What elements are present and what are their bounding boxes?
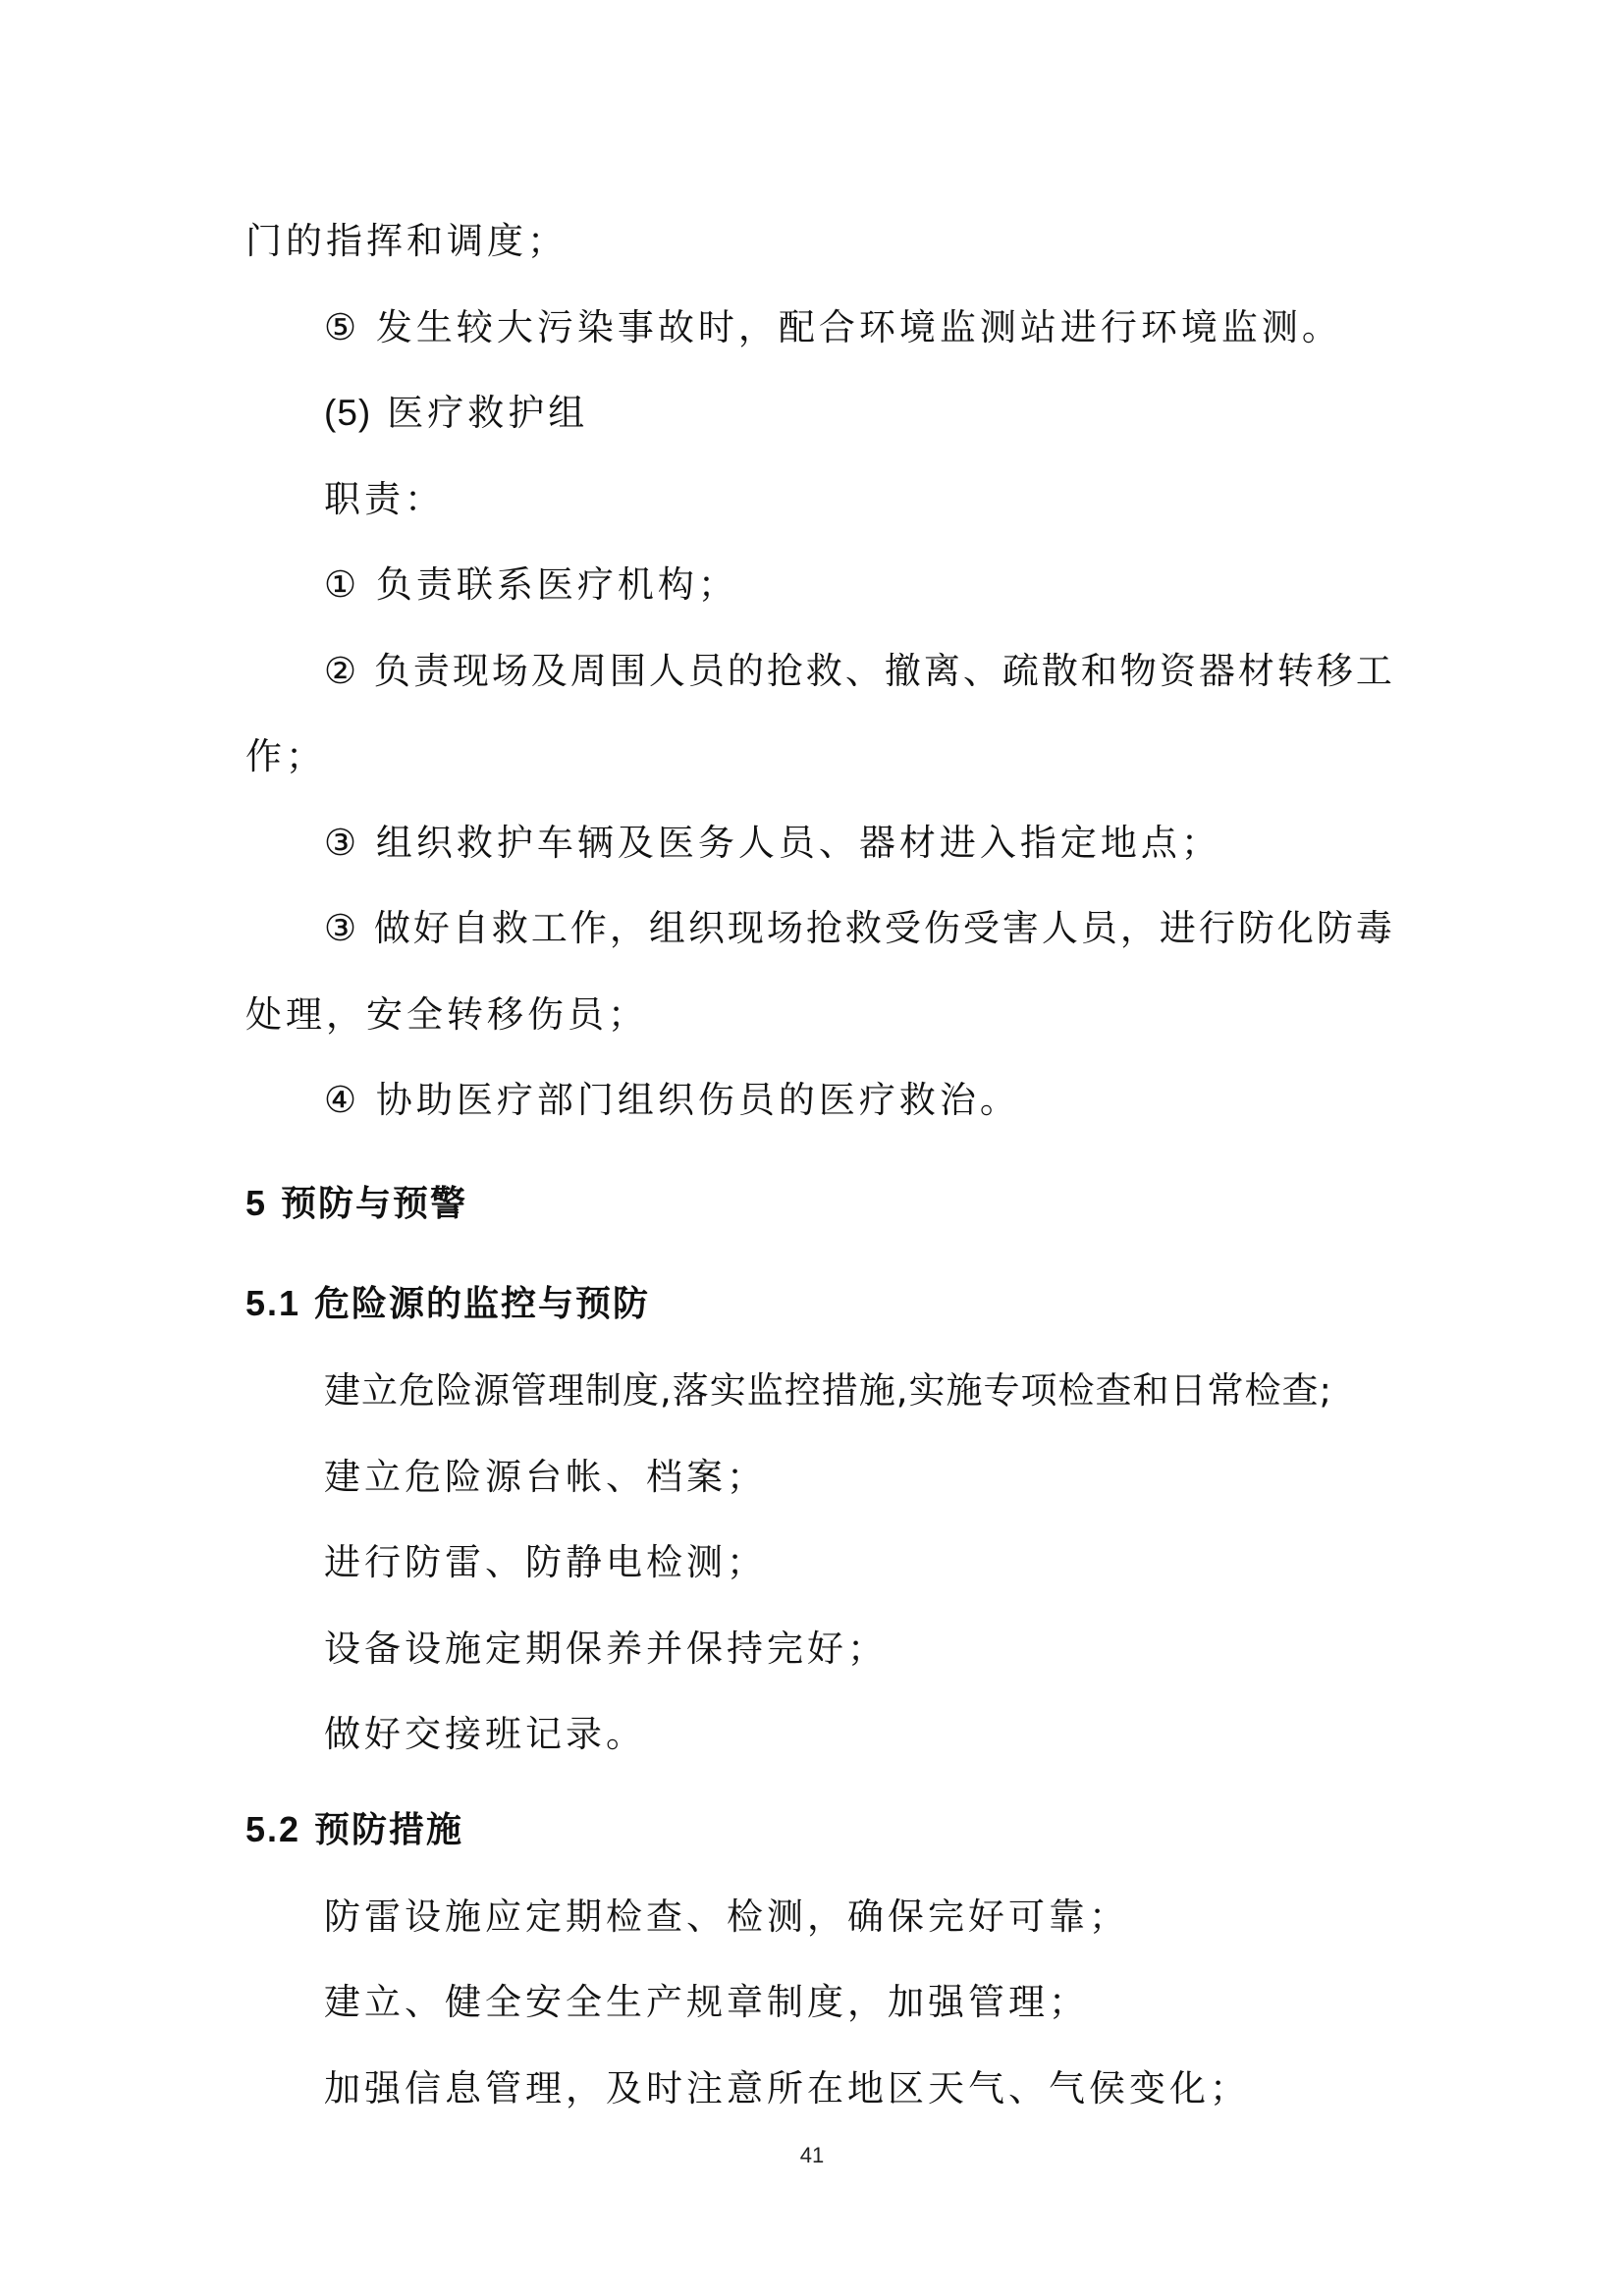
list-item: ③ 组织救护车辆及医务人员、器材进入指定地点；: [324, 822, 1221, 864]
list-item: 做好交接班记录。: [324, 1713, 646, 1755]
list-item: ④ 协助医疗部门组织伤员的医疗救治。: [324, 1079, 1020, 1121]
list-item: 建立危险源管理制度,落实监控措施,实施专项检查和日常检查;: [324, 1369, 1332, 1412]
subsection-title: [324, 390, 588, 437]
list-item: 加强信息管理，及时注意所在地区天气、气侯变化；: [324, 2067, 1250, 2109]
list-item: 进行防雷、防静电检测；: [324, 1541, 767, 1583]
list-item: ⑤ 发生较大污染事故时，配合环境监测站进行环境监测。: [324, 306, 1342, 348]
body-line: 作；: [245, 735, 326, 777]
subsection-number: (5): [324, 393, 372, 433]
body-line: 职责：: [324, 478, 445, 520]
list-item: ② 负责现场及周围人员的抢救、撤离、疏散和物资器材转移工: [324, 650, 1395, 692]
list-item: 建立、健全安全生产规章制度，加强管理；: [324, 1981, 1089, 2023]
section-title: 危险源的监控与预防: [314, 1284, 651, 1324]
section-number: 5.2: [245, 1809, 301, 1849]
section-number: 5: [245, 1183, 268, 1223]
page-number: 41: [799, 2143, 825, 2167]
list-item: ③ 做好自救工作，组织现场抢救受伤受害人员，进行防化防毒: [324, 907, 1395, 949]
list-item: ① 负责联系医疗机构；: [324, 563, 738, 606]
section-heading-5: [245, 1180, 467, 1228]
body-line: 门的指挥和调度；: [245, 220, 568, 262]
subsection-label: 医疗救护组: [387, 392, 589, 434]
section-title: 预防与预警: [281, 1184, 468, 1224]
section-heading-5-1: [245, 1280, 650, 1328]
body-line: 处理，安全转移伤员；: [245, 993, 648, 1036]
section-number: 5.1: [245, 1283, 301, 1323]
list-item: 建立危险源台帐、档案；: [324, 1456, 767, 1498]
list-item: 设备设施定期保养并保持完好；: [324, 1628, 888, 1670]
list-item: 防雷设施应定期检查、检测，确保完好可靠；: [324, 1896, 1129, 1938]
section-title: 预防措施: [314, 1810, 464, 1850]
section-heading-5-2: [245, 1806, 463, 1854]
